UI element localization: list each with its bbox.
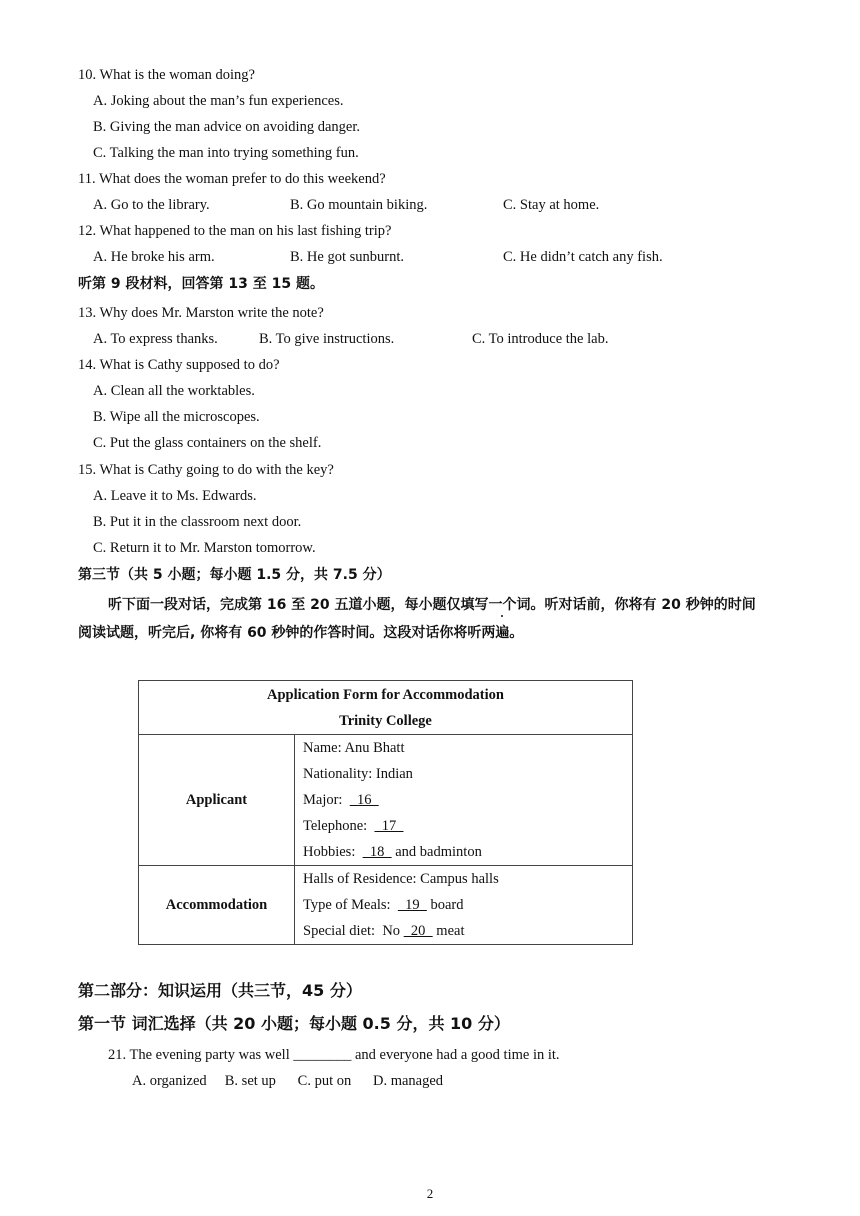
blank-16: 16 — [349, 792, 379, 808]
applicant-name: Name: Anu Bhatt — [303, 740, 405, 756]
q10-stem: 10. What is the woman doing? — [78, 67, 255, 83]
emphasis-one-word: 一个 — [488, 597, 517, 613]
meals-label: Type of Meals: — [303, 897, 398, 913]
q21-options: A. organized B. set up C. put on D. managed — [132, 1073, 444, 1089]
q10-option-c: C. Talking the man into trying something fun. — [93, 145, 359, 161]
applicant-details — [295, 735, 633, 866]
q14-option-c: C. Put the glass containers on the shelf. — [93, 435, 322, 451]
q12-option-c: C. He didn’t catch any fish. — [503, 249, 663, 265]
q13-option-c: C. To introduce the lab. — [472, 331, 609, 347]
q11-option-a: A. Go to the library. — [93, 197, 210, 213]
q14-option-a: A. Clean all the worktables. — [93, 383, 255, 399]
applicant-telephone — [295, 813, 632, 839]
part-2-heading: 第二部分：知识运用（共三节，45 分） — [78, 981, 362, 1000]
telephone-label: Telephone: — [303, 818, 375, 834]
blank-20: 20 — [403, 923, 433, 939]
halls-of-residence: Halls of Residence: Campus halls — [303, 871, 499, 887]
applicant-hobbies — [295, 839, 632, 865]
q12-stem: 12. What happened to the man on his last fishing trip? — [78, 223, 392, 239]
part-3-instruction-line-2: 阅读试题，听完后, 你将有 60 秒钟的作答时间。这段对话你将听两遍。 — [78, 625, 524, 641]
q14-stem: 14. What is Cathy supposed to do? — [78, 357, 280, 373]
blank-19: 19 — [397, 897, 427, 913]
q15-stem: 15. What is Cathy going to do with the key? — [78, 462, 334, 478]
q11-option-c: C. Stay at home. — [503, 197, 600, 213]
form-title-cell — [139, 681, 633, 735]
instruction-text-pre: 听下面一段对话，完成第 16 至 20 五道小题，每小题仅填写 — [108, 597, 489, 613]
q15-option-c: C. Return it to Mr. Marston tomorrow. — [93, 540, 316, 556]
diet-label: Special diet: No — [303, 923, 404, 939]
q13-option-b: B. To give instructions. — [259, 331, 395, 347]
type-of-meals — [295, 892, 632, 918]
hobbies-label: Hobbies: — [303, 844, 363, 860]
q10-option-b: B. Giving the man advice on avoiding danger. — [93, 119, 360, 135]
special-diet — [295, 918, 632, 944]
q12-option-a: A. He broke his arm. — [93, 249, 215, 265]
form-title: Application Form for Accommodation — [267, 686, 504, 703]
part-3-instruction-line-1 — [108, 596, 756, 614]
form-subtitle: Trinity College — [339, 712, 432, 729]
major-label: Major: — [303, 792, 350, 808]
q15-option-b: B. Put it in the classroom next door. — [93, 514, 302, 530]
accommodation-label: Accommodation — [139, 866, 295, 945]
hobbies-rest: and badminton — [391, 844, 482, 860]
vocabulary-section-heading: 第一节 词汇选择（共 20 小题；每小题 0.5 分，共 10 分） — [78, 1014, 510, 1033]
applicant-major — [295, 787, 632, 813]
q14-option-b: B. Wipe all the microscopes. — [93, 409, 260, 425]
blank-17: 17 — [374, 818, 404, 834]
page-number: 2 — [426, 1186, 434, 1201]
part-3-heading: 第三节（共 5 小题；每小题 1.5 分，共 7.5 分） — [78, 567, 391, 583]
section-9-instruction: 听第 9 段材料，回答第 13 至 15 题。 — [78, 276, 324, 292]
q13-option-a: A. To express thanks. — [93, 331, 218, 347]
q15-option-a: A. Leave it to Ms. Edwards. — [93, 488, 257, 504]
blank-18: 18 — [362, 844, 392, 860]
q10-option-a: A. Joking about the man’s fun experiences. — [93, 93, 344, 109]
accommodation-details — [295, 866, 633, 945]
application-form-table — [138, 680, 633, 945]
applicant-label: Applicant — [139, 735, 295, 866]
instruction-text-post: 词。听对话前，你将有 20 秒钟的时间 — [516, 597, 756, 613]
applicant-nationality: Nationality: Indian — [303, 766, 413, 782]
q13-stem: 13. Why does Mr. Marston write the note? — [78, 305, 324, 321]
diet-rest: meat — [432, 923, 465, 939]
q11-option-b: B. Go mountain biking. — [290, 197, 428, 213]
meals-rest: board — [426, 897, 464, 913]
q11-stem: 11. What does the woman prefer to do this weekend? — [78, 171, 386, 187]
q21-stem: 21. The evening party was well ________ and everyone had a good time in it. — [108, 1047, 560, 1063]
q12-option-b: B. He got sunburnt. — [290, 249, 404, 265]
